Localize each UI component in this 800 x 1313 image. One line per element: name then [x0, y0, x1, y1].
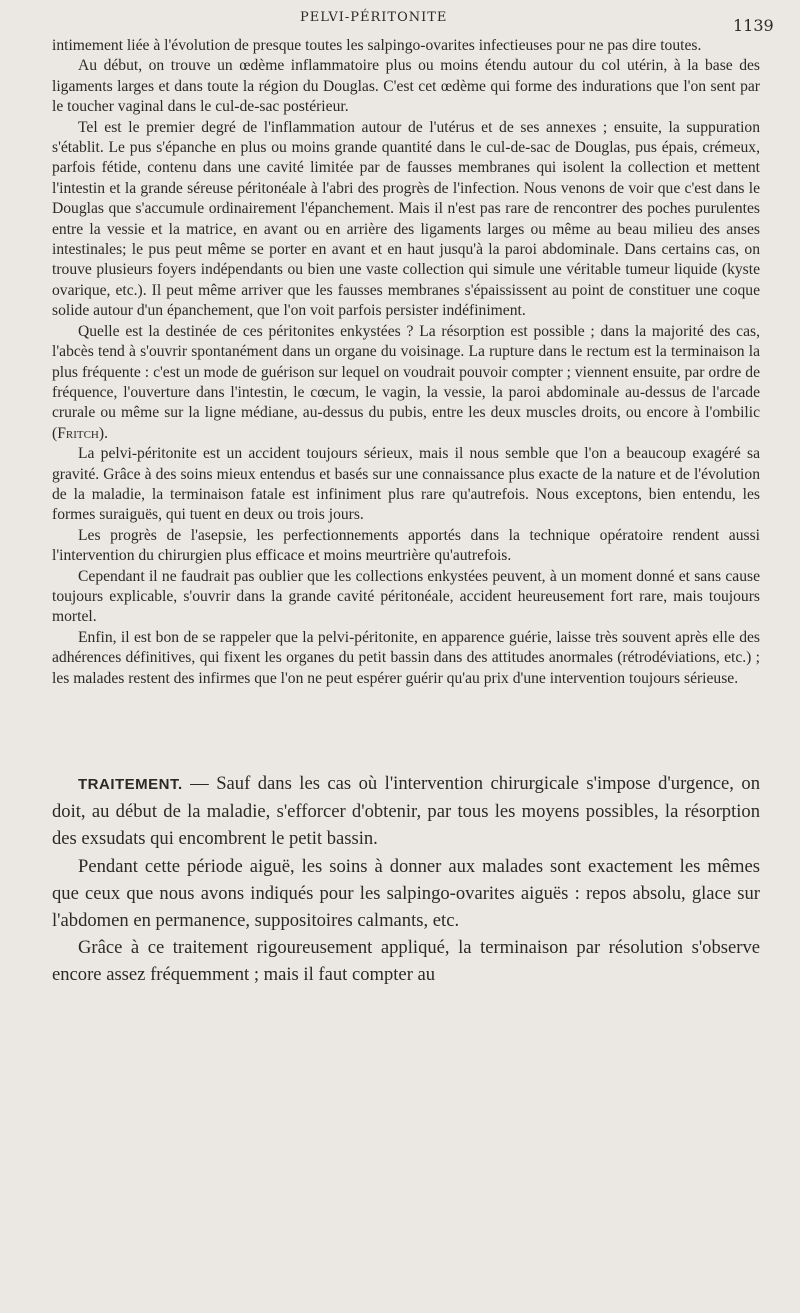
- paragraph-suppuration: Tel est le premier degré de l'inflammation autour de l'utérus et de ses annexes ; ensuite, la suppuration s'établit. Le pus s'épanche en plus ou moins grande quantité dans le cul-de-sac de Douglas, pus épais, crémeux, parfois fétide, contenu dans une cavité limitée par de fausses membranes qui isolent la collection et mettent l'intestin et la grande séreuse péritonéale à l'abri des progrès de l'infection. Nous venons de voir que c'est dans le Douglas que s'accumule ordinairement l'épanchement. Mais il n'est pas rare de rencontrer des poches purulentes entre la vessie et la matrice, en avant ou en arrière des ligaments larges ou même au beau milieu des anses intestinales; le pus peut même se porter en avant et en haut jusqu'à la paroi abdominale. Dans certains cas, on trouve plusieurs foyers indépendants ou bien une vaste collection qui simule une véritable tumeur liquide (kyste ovarique, etc.). Il peut même arriver que les fausses membranes s'épaississent au point de constituer une coque solide autour d'un épanchement, que l'on voit parfois persister indéfiniment.: [52, 118, 760, 320]
- section-heading: TRAITEMENT.: [78, 776, 183, 793]
- paragraph-collections: Cependant il ne faudrait pas oublier que les collections enkystées peuvent, à un moment donné et sans cause toujours explicable, s'ouvrir dans la grande cavité péritonéale, accident heureusement fort rare, mais toujours mortel.: [52, 567, 760, 626]
- paragraph-gravite: La pelvi-péritonite est un accident toujours sérieux, mais il nous semble que l'on a beaucoup exagéré sa gravité. Grâce à des soins mieux entendus et basés sur une connaissance plus exacte de la nature et de l'évolution de la maladie, la terminaison fatale est infiniment plus rare qu'autrefois. Nous exceptons, bien entendu, les formes suraiguës, qui tuent en deux ou trois jours.: [52, 445, 760, 524]
- author-citation: Fritch: [57, 424, 99, 442]
- paragraph-asepsie: Les progrès de l'asepsie, les perfectionnements apportés dans la technique opératoire rendent aussi l'intervention du chirurgien plus efficace et moins meurtrière qu'autrefois.: [52, 526, 760, 565]
- treatment-intro: [52, 770, 760, 853]
- paragraph-oedeme: Au début, on trouve un œdème inflammatoire plus ou moins étendu autour du col utérin, à la base des ligaments larges et dans toute la région du Douglas. C'est cet œdème qui forme des indurations que l'on sent par le toucher vaginal dans le cul-de-sac postérieur.: [52, 57, 760, 116]
- running-title: PELVI-PÉRITONITE: [300, 10, 448, 25]
- treatment-intro-text: — Sauf dans les cas où l'intervention chirurgicale s'impose d'urgence, on doit, au début de la maladie, s'efforcer d'obtenir, par tous les moyens possibles, la résorption des exsudats qui encombrent le petit bassin.: [52, 773, 760, 850]
- body-text: [52, 36, 760, 689]
- destinee-text-end: ).: [98, 424, 108, 442]
- treatment-resolution: Grâce à ce traitement rigoureusement appliqué, la terminaison par résolution s'observe encore assez fréquemment ; mais il faut compter au: [52, 937, 760, 986]
- paragraph-destinee: [52, 322, 760, 444]
- destinee-text: Quelle est la destinée de ces péritonites enkystées ? La résorption est possible ; dans la majorité des cas, l'abcès tend à s'ouvrir spontanément dans un organe du voisinage. La rupture dans le rectum est la terminaison la plus fréquente : c'est un mode de guérison sur lequel on voudrait pouvoir compter ; viennent ensuite, par ordre de fréquence, l'ouverture dans l'intestin, le cœcum, le vagin, la vessie, la paroi abdominale au-dessus de l'arcade crurale ou même sur la ligne médiane, au-dessus du pubis, entre les deux muscles droits, ou encore à l'ombilic (: [52, 322, 760, 442]
- running-header: [0, 6, 800, 34]
- paragraph-continuation: intimement liée à l'évolution de presque toutes les salpingo-ovarites infectieuses pour ne pas dire toutes.: [52, 37, 702, 54]
- paragraph-adherences: Enfin, il est bon de se rappeler que la pelvi-péritonite, en apparence guérie, laisse très souvent après elle des adhérences définitives, qui fixent les organes du petit bassin dans des attitudes anormales (rétrodéviations, etc.) ; les malades restent des infirmes que l'on ne peut espérer guérir qu'au prix d'une intervention toujours sérieuse.: [52, 628, 760, 687]
- treatment-acute-period: Pendant cette période aiguë, les soins à donner aux malades sont exactement les mêmes que ceux que nous avons indiqués pour les salpingo-ovarites aiguës : repos absolu, glace sur l'abdomen en permanence, suppositoires calmants, etc.: [52, 855, 760, 932]
- page-number: 1139: [733, 16, 774, 35]
- treatment-section: [52, 770, 760, 989]
